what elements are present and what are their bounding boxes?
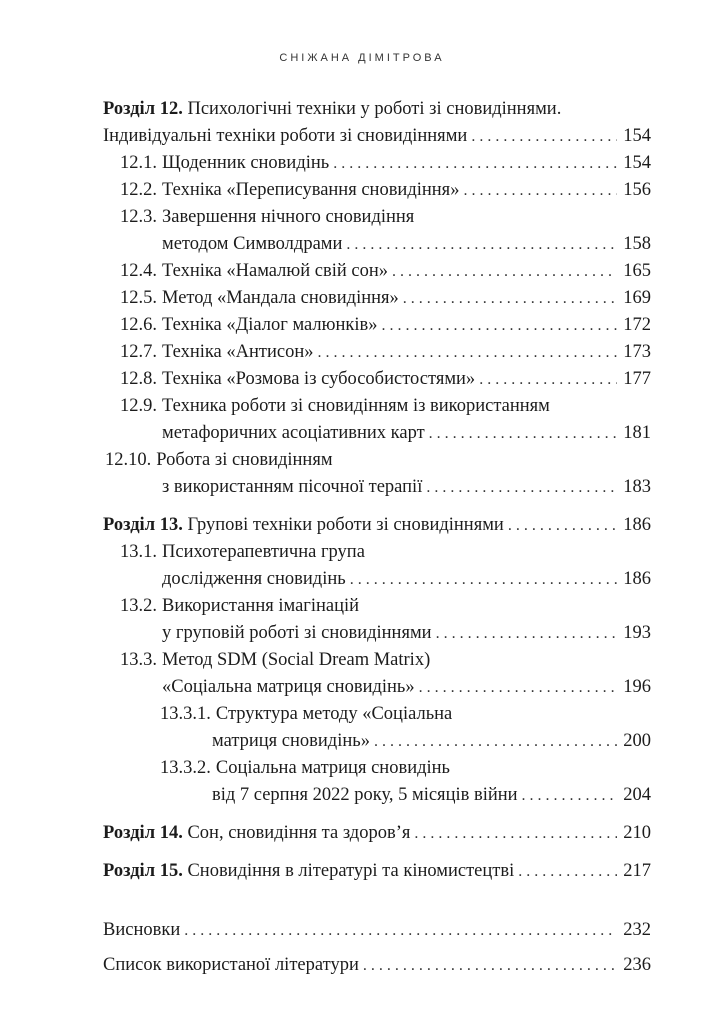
item-title-cont: з використанням пісочної терапії bbox=[162, 477, 423, 497]
item-title: Соціальна матриця сновидінь bbox=[215, 758, 450, 778]
toc-item-12-5 bbox=[103, 285, 651, 312]
item-title: Метод «Мандала сновидіння» bbox=[162, 288, 399, 308]
item-title: Техніка «Розмова із субособистостями» bbox=[162, 369, 476, 389]
page-number: 200 bbox=[623, 731, 651, 751]
leader-dots bbox=[508, 512, 617, 539]
toc-item-13-3-line1 bbox=[103, 647, 651, 674]
leader-dots bbox=[350, 566, 617, 593]
table-of-contents bbox=[103, 96, 651, 979]
item-number: 12.7. bbox=[120, 342, 157, 362]
toc-item-13-3-line2 bbox=[103, 674, 651, 701]
page-number: 177 bbox=[623, 369, 651, 389]
toc-item-13-2-line1 bbox=[103, 593, 651, 620]
toc-item-12-9-line2 bbox=[103, 420, 651, 447]
leader-dots bbox=[518, 858, 617, 885]
toc-item-12-3-line2 bbox=[103, 231, 651, 258]
leader-dots bbox=[471, 123, 617, 150]
page-number: 232 bbox=[623, 920, 651, 940]
leader-dots bbox=[403, 285, 617, 312]
toc-section-12-line2 bbox=[103, 123, 651, 150]
leader-dots bbox=[522, 782, 617, 809]
item-title: Техніка «Діалог малюнків» bbox=[162, 315, 378, 335]
page-number: 217 bbox=[623, 861, 651, 881]
item-title: Робота зі сновидінням bbox=[156, 450, 333, 470]
page-number: 173 bbox=[623, 342, 651, 362]
item-title: Техніка «Переписування сновидіння» bbox=[162, 180, 460, 200]
leader-dots bbox=[479, 366, 617, 393]
section-label: Розділ 14. bbox=[103, 823, 183, 843]
item-title: Техника роботи зі сновидінням із використанням bbox=[162, 396, 550, 416]
toc-item-13-2-line2 bbox=[103, 620, 651, 647]
page-number: 186 bbox=[623, 569, 651, 589]
leader-dots bbox=[392, 258, 617, 285]
page-number: 193 bbox=[623, 623, 651, 643]
toc-item-12-3-line1 bbox=[103, 204, 651, 231]
item-number: 12.4. bbox=[120, 261, 157, 281]
item-number: 12.8. bbox=[120, 369, 157, 389]
toc-item-13-3-1-line2 bbox=[103, 728, 651, 755]
leader-dots bbox=[419, 674, 617, 701]
page-number: 165 bbox=[623, 261, 651, 281]
item-number: 12.10. bbox=[105, 450, 152, 470]
page-number: 186 bbox=[623, 515, 651, 535]
toc-conclusions bbox=[103, 917, 651, 944]
entry-title: Висновки bbox=[103, 920, 181, 940]
item-title-cont: «Соціальна матриця сновидінь» bbox=[162, 677, 415, 697]
item-title: Використання імагінацій bbox=[162, 596, 360, 616]
toc-item-13-1-line1 bbox=[103, 539, 651, 566]
section-label: Розділ 13. bbox=[103, 515, 183, 535]
toc-item-13-3-2-line1 bbox=[103, 755, 651, 782]
item-title: Техніка «Антисон» bbox=[162, 342, 314, 362]
item-number: 12.5. bbox=[120, 288, 157, 308]
item-number: 13.3. bbox=[120, 650, 157, 670]
item-title-cont: дослідження сновидінь bbox=[162, 569, 346, 589]
item-title: Щоденник сновидінь bbox=[162, 153, 330, 173]
toc-item-13-3-1-line1 bbox=[103, 701, 651, 728]
item-number: 13.3.2. bbox=[160, 758, 211, 778]
item-number: 12.3. bbox=[120, 207, 157, 227]
toc-item-12-6 bbox=[103, 312, 651, 339]
item-number: 12.9. bbox=[120, 396, 157, 416]
leader-dots bbox=[184, 917, 617, 944]
section-title: Психологічні техніки у роботі зі сновидіннями. bbox=[187, 99, 562, 119]
toc-section-14 bbox=[103, 820, 651, 847]
toc-item-12-4 bbox=[103, 258, 651, 285]
item-title: Метод SDM (Social Dream Matrix) bbox=[162, 650, 431, 670]
section-title: Групові техніки роботи зі сновидіннями bbox=[187, 515, 504, 535]
item-title-cont: метафоричних асоціативних карт bbox=[162, 423, 425, 443]
item-number: 12.6. bbox=[120, 315, 157, 335]
item-title-cont: матриця сновидінь» bbox=[212, 731, 370, 751]
item-title-cont: від 7 серпня 2022 року, 5 місяців війни bbox=[212, 785, 518, 805]
leader-dots bbox=[333, 150, 617, 177]
item-number: 13.2. bbox=[120, 596, 157, 616]
section-title: Сновидіння в літературі та кіномистецтві bbox=[187, 861, 515, 881]
item-title: Психотерапевтична група bbox=[162, 542, 365, 562]
page-number: 158 bbox=[623, 234, 651, 254]
leader-dots bbox=[436, 620, 617, 647]
section-label: Розділ 15. bbox=[103, 861, 183, 881]
leader-dots bbox=[414, 820, 617, 847]
page-number: 204 bbox=[623, 785, 651, 805]
toc-item-12-8 bbox=[103, 366, 651, 393]
leader-dots bbox=[429, 420, 617, 447]
section-title: Сон, сновидіння та здоров’я bbox=[187, 823, 411, 843]
entry-title: Список використаної літератури bbox=[103, 955, 359, 975]
item-title: Техніка «Намалюй свій сон» bbox=[162, 261, 388, 281]
leader-dots bbox=[382, 312, 618, 339]
toc-section-12-line1 bbox=[103, 96, 651, 123]
page-number: 210 bbox=[623, 823, 651, 843]
toc-item-12-10-line2 bbox=[103, 474, 651, 501]
toc-section-15 bbox=[103, 858, 651, 885]
leader-dots bbox=[463, 177, 617, 204]
section-label: Розділ 12. bbox=[103, 99, 183, 119]
item-number: 13.3.1. bbox=[160, 704, 211, 724]
item-number: 12.2. bbox=[120, 180, 157, 200]
leader-dots bbox=[374, 728, 617, 755]
toc-item-12-1 bbox=[103, 150, 651, 177]
toc-item-12-2 bbox=[103, 177, 651, 204]
toc-item-12-9-line1 bbox=[103, 393, 651, 420]
item-title-cont: методом Символдрами bbox=[162, 234, 343, 254]
page-number: 156 bbox=[623, 180, 651, 200]
page-number: 154 bbox=[623, 153, 651, 173]
item-title: Структура методу «Соціальна bbox=[215, 704, 453, 724]
item-number: 13.1. bbox=[120, 542, 157, 562]
leader-dots bbox=[318, 339, 617, 366]
toc-item-13-1-line2 bbox=[103, 566, 651, 593]
item-title-cont: у груповій роботі зі сновидіннями bbox=[162, 623, 432, 643]
page-number: 236 bbox=[623, 955, 651, 975]
running-header: СНІЖАНА ДІМІТРОВА bbox=[279, 52, 445, 64]
leader-dots bbox=[363, 952, 617, 979]
page-number: 154 bbox=[623, 126, 651, 146]
toc-item-12-7 bbox=[103, 339, 651, 366]
leader-dots bbox=[426, 474, 617, 501]
toc-references bbox=[103, 952, 651, 979]
page-number: 183 bbox=[623, 477, 651, 497]
toc-section-13 bbox=[103, 512, 651, 539]
page-number: 172 bbox=[623, 315, 651, 335]
section-title-cont: Індивідуальні техніки роботи зі сновидіннями bbox=[103, 126, 468, 146]
page-number: 169 bbox=[623, 288, 651, 308]
item-number: 12.1. bbox=[120, 153, 157, 173]
leader-dots bbox=[346, 231, 617, 258]
toc-item-12-10-line1 bbox=[103, 447, 651, 474]
item-title: Завершення нічного сновидіння bbox=[162, 207, 415, 227]
page-number: 196 bbox=[623, 677, 651, 697]
toc-item-13-3-2-line2 bbox=[103, 782, 651, 809]
page-number: 181 bbox=[623, 423, 651, 443]
